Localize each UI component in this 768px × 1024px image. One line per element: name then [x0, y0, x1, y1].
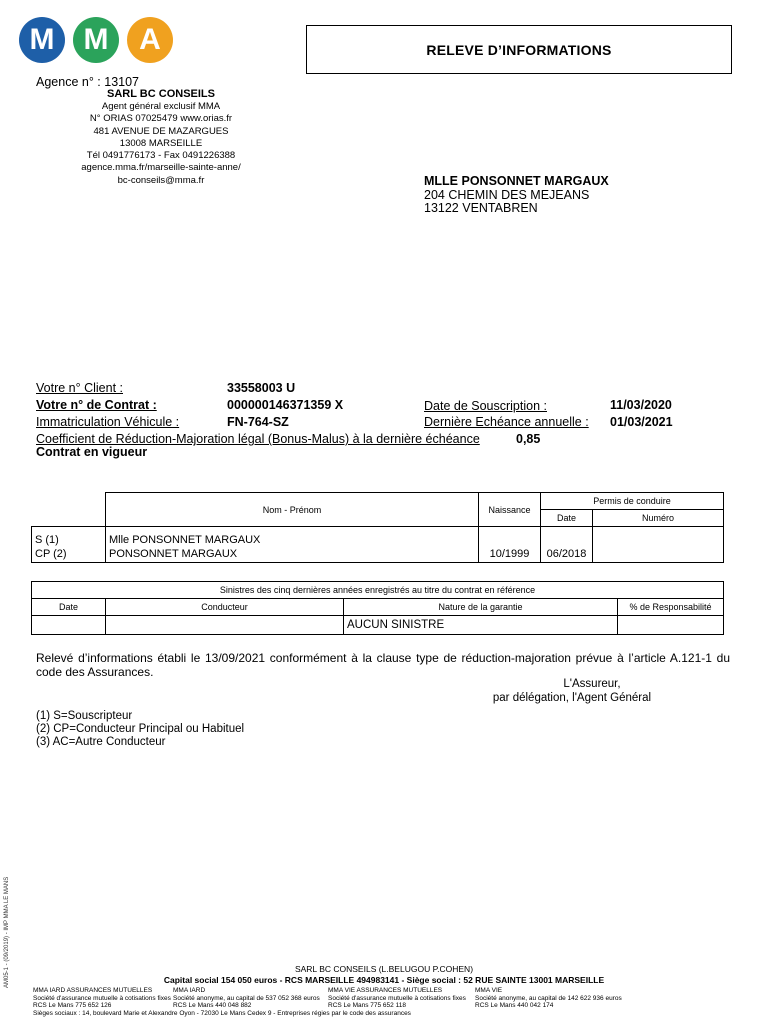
footer-col-line: RCS Le Mans 440 048 882 — [173, 1002, 252, 1010]
claims-nature-value: AUCUN SINISTRE — [344, 616, 618, 635]
footer-col-line: MMA VIE ASSURANCES MUTUELLES — [328, 987, 443, 994]
header-name: Nom - Prénom — [106, 493, 479, 527]
footer-capital: Capital social 154 050 euros - RCS MARSEILLE 494983141 - Siège social : 52 RUE SAINTE 13001 MARSEILLE — [163, 975, 605, 985]
document-title: RELEVE D’INFORMATIONS — [306, 25, 732, 74]
footer-col-line: Société d'assurance mutuelle à cotisations fixes — [33, 994, 171, 1002]
row-birth — [479, 527, 541, 546]
row-birth: 10/1999 — [479, 546, 541, 563]
agency-line: 481 AVENUE DE MAZARGUES — [93, 125, 229, 137]
coefficient-label: Coefficient de Réduction-Majoration légal (Bonus-Malus) à la dernière échéance — [36, 432, 480, 446]
header-license-number: Numéro — [593, 510, 724, 527]
row-role: CP (2) — [32, 546, 106, 563]
footer-col-line: MMA VIE — [475, 987, 503, 994]
note-item: (1) S=Souscripteur — [36, 710, 133, 722]
recipient-name: MLLE PONSONNET MARGAUX — [424, 174, 609, 188]
row-license-number — [593, 527, 724, 546]
footer-col-line: Société anonyme, au capital de 537 052 368 euros — [173, 994, 320, 1002]
due-label: Dernière Echéance annuelle : — [424, 415, 589, 429]
agency-name: SARL BC CONSEILS — [107, 88, 215, 100]
claims-header-responsibility: % de Responsabilité — [618, 599, 724, 616]
footer-col-line: RCS Le Mans 440 042 174 — [475, 1002, 554, 1010]
agency-line: agence.mma.fr/marseille-sainte-anne/ — [81, 162, 241, 174]
registration-label: Immatriculation Véhicule : — [36, 415, 180, 429]
contract-status: Contrat en vigueur — [36, 445, 148, 459]
signature-line-1: L'Assureur, — [563, 678, 621, 690]
agency-line: Tél 0491776173 - Fax 0491226388 — [86, 150, 236, 162]
side-form-code: AM05-1 - (09/2019) - IMP MMA LE MANS — [4, 876, 10, 988]
row-name: PONSONNET MARGAUX — [106, 546, 479, 563]
header-license: Permis de conduire — [541, 493, 724, 510]
client-label: Votre n° Client : — [36, 381, 123, 395]
logo-circle-m1: M — [19, 17, 65, 63]
row-license-date: 06/2018 — [541, 546, 593, 563]
recipient-city: 13122 VENTABREN — [424, 201, 538, 215]
footer-col-2 — [173, 987, 320, 1010]
recipient-street: 204 CHEMIN DES MEJEANS — [424, 187, 590, 202]
header-license-date: Date — [541, 510, 593, 527]
footer-col-line: RCS Le Mans 775 652 118 — [328, 1002, 406, 1010]
header-birth: Naissance — [479, 493, 541, 527]
registration-value: FN-764-SZ — [227, 415, 289, 429]
footer-col-line: MMA IARD — [173, 987, 206, 994]
table-row — [32, 616, 724, 635]
row-license-date — [541, 527, 593, 546]
footer-col-4 — [475, 987, 622, 1010]
agency-line: N° ORIAS 07025479 www.orias.fr — [89, 113, 233, 125]
recipient-address — [424, 175, 609, 216]
footer-col-line: Société anonyme, au capital de 142 622 936 euros — [475, 994, 622, 1002]
row-role: S (1) — [32, 527, 106, 546]
statement-text: Relevé d’informations établi le 13/09/2021 conformément à la clause type de réduction-majoration prévue à l’article A.121-1 du code des Assurances. — [36, 651, 730, 679]
subscription-label: Date de Souscription : — [424, 399, 547, 413]
agency-line: 13008 MARSEILLE — [119, 137, 203, 149]
agency-block — [51, 88, 271, 187]
signature-block — [482, 678, 662, 705]
claims-title: Sinistres des cinq dernières années enregistrés au titre du contrat en référence — [32, 582, 724, 599]
footer-seat: Sièges sociaux : 14, boulevard Marie et Alexandre Oyon - 72030 Le Mans Cedex 9 - Entreprises régies par le code des assurances — [33, 1010, 411, 1017]
footer-col-line: Société d'assurance mutuelle à cotisations fixes — [328, 994, 466, 1002]
footer-company: SARL BC CONSEILS (L.BELUGOU P.COHEN) — [294, 964, 474, 974]
footer-col-3 — [328, 987, 466, 1010]
footer-col-line: MMA IARD ASSURANCES MUTUELLES — [33, 987, 153, 994]
note-item: (2) CP=Conducteur Principal ou Habituel — [36, 723, 245, 735]
client-value: 33558003 U — [227, 381, 296, 395]
logo-circle-m2: M — [73, 17, 119, 63]
table-row — [32, 527, 724, 546]
claims-header-driver: Conducteur — [106, 599, 344, 616]
subscription-value: 11/03/2020 — [610, 398, 672, 412]
agency-number: Agence n° : 13107 — [36, 75, 139, 89]
due-value: 01/03/2021 — [610, 415, 673, 429]
footer-col-line: RCS Le Mans 775 652 126 — [33, 1002, 112, 1010]
contract-value: 000000146371359 X — [227, 398, 344, 412]
notes-list — [36, 710, 244, 749]
claims-table — [31, 581, 724, 635]
claims-header-date: Date — [32, 599, 106, 616]
logo-circle-a: A — [127, 17, 173, 63]
table-row — [32, 546, 724, 563]
signature-line-2: par délégation, l'Agent Général — [492, 691, 652, 704]
row-name: Mlle PONSONNET MARGAUX — [106, 527, 479, 546]
row-license-number — [593, 546, 724, 563]
agency-line: Agent général exclusif MMA — [101, 101, 221, 112]
coefficient-value: 0,85 — [516, 432, 541, 446]
note-item: (3) AC=Autre Conducteur — [36, 736, 166, 748]
agency-line: bc-conseils@mma.fr — [117, 174, 205, 186]
footer-col-1 — [33, 987, 171, 1010]
drivers-table — [31, 492, 724, 563]
claims-header-nature: Nature de la garantie — [344, 599, 618, 616]
contract-label: Votre n° de Contrat : — [36, 398, 157, 412]
